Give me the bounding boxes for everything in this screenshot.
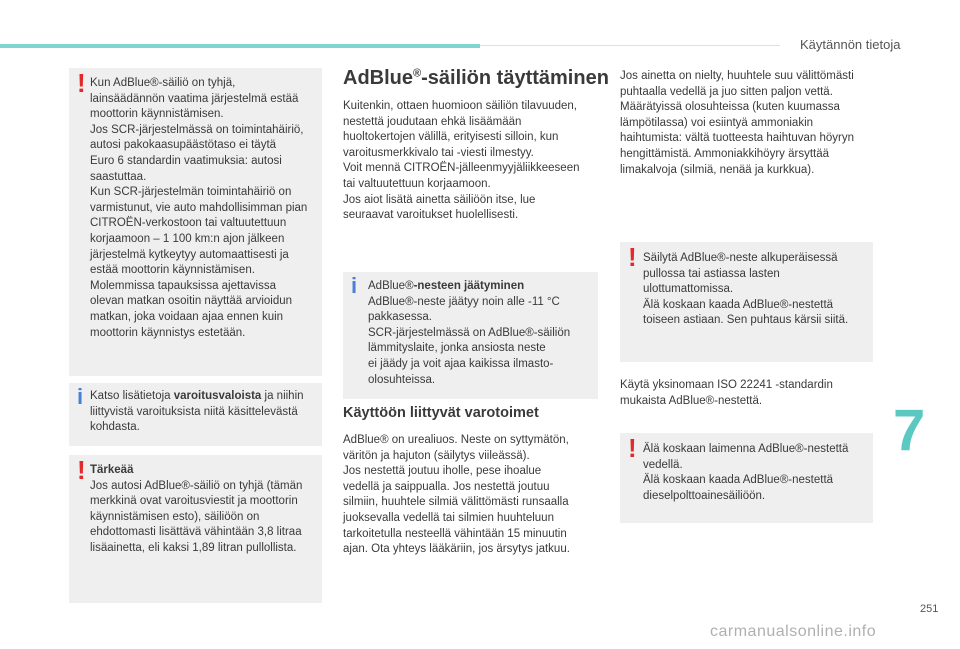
page-number: 251	[920, 603, 939, 615]
warning-title: Tärkeää	[90, 464, 134, 476]
info-box-freezing	[343, 272, 598, 399]
info-box-warning-lights	[69, 383, 322, 446]
precautions-text: AdBlue® on urealiuos. Neste on syttymätön, väritön ja hajuton (säilytys viileässä). Jos nestettä joutuu iholle, pese ihoalue vedellä ja saippualla. Jos nestettä joutuu silmiin, huuhtele silmiä välittömästi runsaalla juoksevalla vedellä tai silmien huuhteluun tarkoitetulla nesteellä vähintään 15 minuutin ajan. Ota yhteys lääkäriin, jos ärsytys jatkuu.	[343, 434, 570, 556]
warning-icon: !	[77, 68, 86, 98]
warning-text: Kun AdBlue®-säiliö on tyhjä, lainsäädännön vaatima järjestelmä estää moottorin käynnistämisen. Jos SCR-järjestelmässä on toimintahäiriö, autosi pakokaasupäästötaso ei täytä Euro 6 standardin vaatimuksia: autosi saastuttaa. Kun SCR-järjestelmän toimintahäiriö on varmistunut, vie auto mahdollisimman pian CITROËN-verkostoon tai valtuutettuun korjaamoon – 1 100 km:n ajon jälkeen järjestelmä kytkeytyy automaattisesti ja estää moottorin käynnistämisen. Molemmissa tapauksissa ajettavissa olevan matkan osoitin näyttää arvioidun matkan, joka voidaan ajaa ennen kuin moottorin käynnistys estetään.	[90, 77, 308, 339]
warning-box-empty-tank	[69, 68, 322, 376]
info-icon: i	[351, 273, 358, 298]
header-divider	[480, 45, 780, 46]
refill-intro-text: Kuitenkin, ottaen huomioon säiliön tilavuuden, nestettä joudutaan ehkä lisäämään huoltokertojen välillä, erityisesti silloin, kun varoitusmerkkivalo tai -viesti ilmestyy. Voit mennä CITROËN-jälleenmyyjäliikkeeseen tai valtuutettuun korjaamoon. Jos aiot lisätä ainetta säiliöön itse, lue seuraavat varoitukset huolellisesti.	[343, 100, 580, 222]
page-heading: AdBlue®-säiliön täyttäminen	[343, 67, 609, 89]
warning-icon: !	[628, 433, 637, 463]
warning-box-storage	[620, 242, 873, 362]
warning-icon: !	[628, 242, 637, 272]
info-text: Katso lisätietoja varoitusvaloista ja niihin liittyvistä varoituksista niitä käsittelevästä kohdasta.	[90, 390, 304, 434]
header-accent-bar	[0, 44, 480, 48]
warning-box-important	[69, 455, 322, 603]
info-text: AdBlue®-neste jäätyy noin alle -11 °C pakkasessa. SCR-järjestelmässä on AdBlue®-säiliön lämmityslaite, jonka ansiosta neste ei jäädy ja voit ajaa kaikissa ilmasto- olosuhteissa.	[368, 295, 571, 386]
section-title: Käytännön tietoja	[800, 37, 901, 52]
info-icon: i	[77, 384, 84, 409]
ingestion-text: Jos ainetta on nielty, huuhtele suu välittömästi puhtaalla vedellä ja juo sitten paljon vettä. Määrätyissä olosuhteissa (kuten kuumassa lämpötilassa) voi esiintyä ammoniakin haihtumista: vältä tuotteesta haihtuvan höyryn hengittämistä. Ammoniakkihöyry ärsyttää limakalvoja (silmiä, nenää ja kurkkua).	[620, 70, 854, 176]
iso-standard-text: Käytä yksinomaan ISO 22241 -standardin mukaista AdBlue®-nestettä.	[620, 379, 833, 407]
warning-box-dilution	[620, 433, 873, 523]
precautions-heading: Käyttöön liittyvät varotoimet	[343, 405, 539, 421]
watermark: carmanualsonline.info	[710, 623, 877, 640]
warning-text: Älä koskaan laimenna AdBlue®-nestettä vedellä. Älä koskaan kaada AdBlue®-nestettä dieselpolttoainesäiliöön.	[643, 443, 849, 502]
warning-text: Säilytä AdBlue®-neste alkuperäisessä pullossa tai astiassa lasten ulottumattomissa. Älä koskaan kaada AdBlue®-nestettä toiseen astiaan. Sen puhtaus kärsii siitä.	[643, 252, 849, 327]
warning-text: Jos autosi AdBlue®-säiliö on tyhjä (tämän merkkinä ovat varoitusviestit ja moottorin käynnistämisen esto), säiliöön on ehdottomasti lisättävä vähintään 3,8 litraa lisäainetta, eli kaksi 1,89 litran pullollista.	[90, 479, 303, 554]
chapter-number: 7	[893, 398, 926, 463]
info-title: AdBlue®-nesteen jäätyminen	[368, 280, 525, 292]
warning-icon: !	[77, 455, 86, 485]
